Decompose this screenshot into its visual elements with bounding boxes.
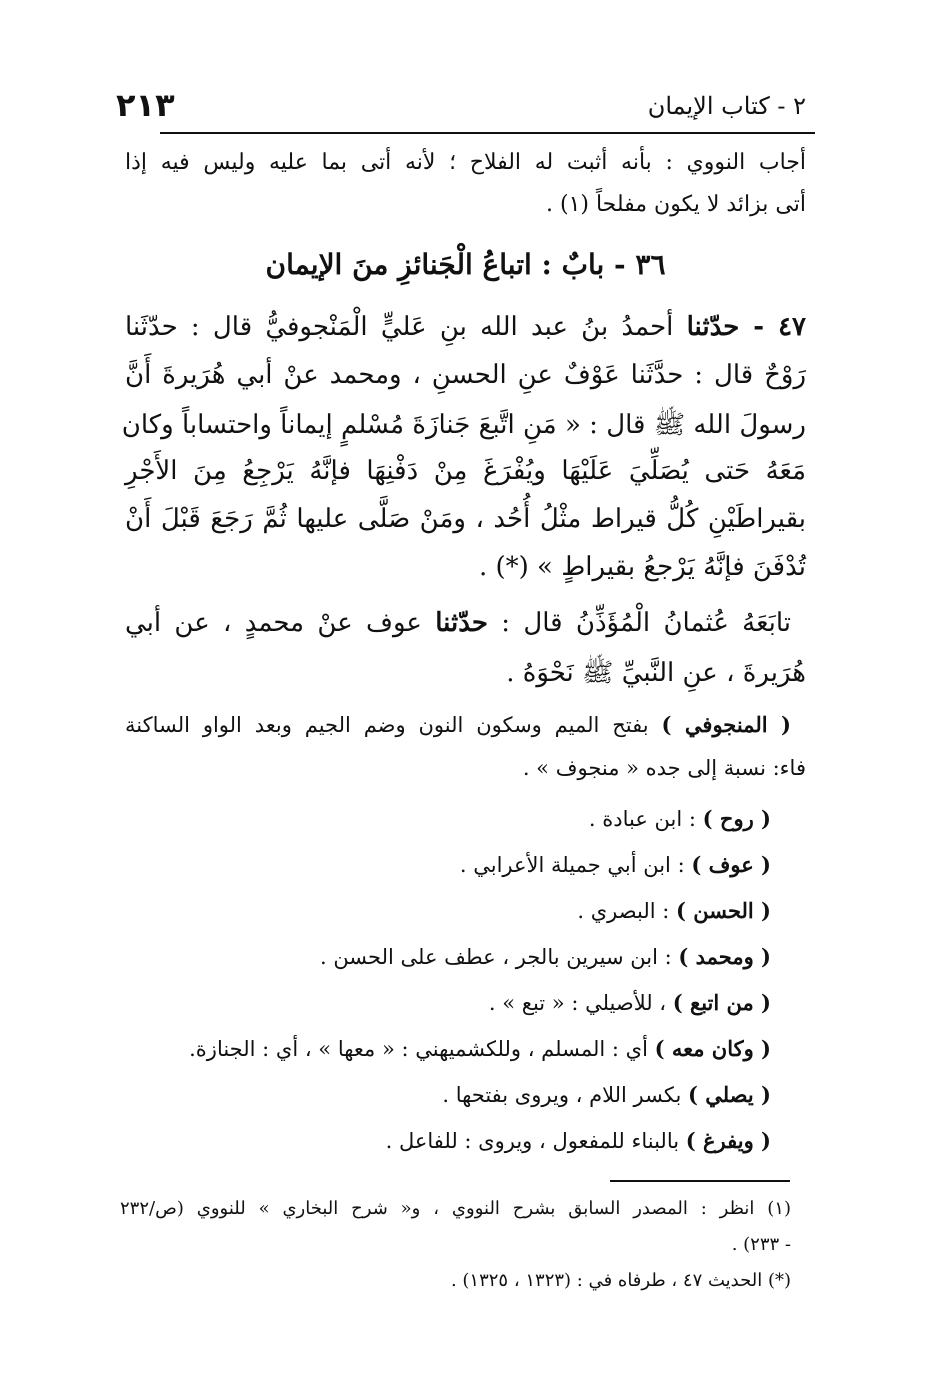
hadith-line-4: مَعَهُ حَتى يُصَلِّيَ عَلَيْهَا ويُفْرَغَ مِنْ دَفْنِهَا فإنَّهُ يَرْجِعُ مِنَ الأَجْرِ (125, 456, 806, 486)
hadith-number: ٤٧ - حدّثنا (686, 312, 807, 342)
gloss-term: ( ويفرغ ) (685, 1128, 771, 1153)
intro-line-1: أجاب النووي : بأنه أثبت له الفلاح ؛ لأنه أتى بما عليه وليس فيه إذا (125, 150, 806, 175)
hadith-line-3: رسولَ الله ﷺ قال : « مَنِ اتَّبعَ جَنازَةَ مُسْلمٍ إيماناً واحتساباً وكان (121, 410, 806, 440)
footnote-2: (*) الحديث ٤٧ ، طرفاه في : (١٣٢٣ ، ١٣٢٥) . (450, 1270, 791, 1291)
tabaa-pre: تابَعَهُ عُثمانُ الْمُؤَذِّنُ قال : (501, 608, 792, 638)
gloss-term: ( يصلي ) (687, 1082, 771, 1107)
gloss-item (320, 944, 771, 969)
tabaa-post: عوف عنْ محمدٍ ، عن أبي (125, 608, 422, 638)
hadith-line-5: بقيراطَيْنِ كُلُّ قيراط مثْلُ أُحُد ، ومَنْ صَلَّى عليها ثُمَّ رَجَعَ قَبْلَ أَنْ (125, 504, 806, 534)
page-number: ٢١٣ (116, 86, 175, 124)
hadith-line-1-text: أحمدُ بنُ عبد الله بنِ عَليٍّ الْمَنْجوفيُّ قال : حدّثَنا (125, 312, 674, 342)
gloss-text: : ابن عبادة . (588, 807, 696, 831)
gloss-item (442, 1082, 771, 1107)
note-manjufi-line-1 (125, 712, 791, 737)
gloss-term: ( وكان معه ) (654, 1036, 771, 1061)
gloss-text: ، للأصيلي : « تبع » . (488, 991, 667, 1015)
running-header-book-title: ٢ - كتاب الإيمان (647, 92, 806, 120)
gloss-item (460, 852, 771, 877)
hadith-line-1 (125, 312, 806, 342)
footnote-1-line-2: - ٢٣٣) . (731, 1234, 791, 1255)
gloss-text: : ابن سيرين بالجر ، عطف على الحسن . (319, 945, 672, 969)
gloss-term: ( روح ) (702, 806, 771, 831)
gloss-text: : ابن أبي جميلة الأعرابي . (459, 853, 685, 877)
chapter-title: ٣٦ - بابٌ : اتباعُ الْجَنائزِ منَ الإيمان (265, 248, 666, 281)
gloss-text: أي : المسلم ، وللكشميهني : « معها » ، أي : الجنازة. (189, 1037, 648, 1061)
tabaa-line-2: هُرَيرةَ ، عنِ النَّبيِّ ﷺ نَحْوَهُ . (506, 658, 806, 688)
hadith-line-2: رَوْحٌ قال : حدَّثَنا عَوْفٌ عنِ الحسنِ ، ومحمد عنْ أبي هُرَيرةَ أَنَّ (125, 360, 806, 390)
intro-line-2: أتى بزائد لا يكون مفلحاً (١) . (545, 192, 806, 217)
gloss-term: ( عوف ) (691, 852, 771, 877)
gloss-term: ( من اتبع ) (672, 990, 771, 1015)
footnote-divider (610, 1180, 790, 1182)
note-manjufi-term: ( المنجوفي ) (661, 712, 791, 737)
gloss-text: بكسر اللام ، ويروى بفتحها . (442, 1083, 682, 1107)
tabaa-haddathana: حدّثنا (435, 608, 488, 638)
gloss-item (577, 898, 771, 923)
gloss-term: ( ومحمد ) (678, 944, 771, 969)
note-manjufi-line-2: فاء: نسبة إلى جده « منجوف » . (522, 756, 806, 780)
gloss-item (489, 990, 771, 1015)
gloss-term: ( الحسن ) (675, 898, 771, 923)
gloss-text: بالبناء للمفعول ، ويروى : للفاعل . (385, 1129, 680, 1153)
gloss-item (589, 806, 771, 831)
gloss-text: : البصري . (577, 899, 670, 923)
header-divider (160, 132, 815, 134)
note-manjufi-text: بفتح الميم وسكون النون وضم الجيم وبعد الواو الساكنة (125, 713, 649, 737)
gloss-item (386, 1128, 771, 1153)
hadith-line-6: تُدْفَنَ فإنَّهُ يَرْجعُ بقيراطٍ » (*) . (478, 552, 806, 582)
tabaa-line-1 (125, 608, 791, 638)
gloss-item (189, 1036, 771, 1061)
footnote-1-line-1: (١) انظر : المصدر السابق بشرح النووي ، و« شرح البخاري » للنووي (ص/٢٣٢ (120, 1198, 791, 1219)
